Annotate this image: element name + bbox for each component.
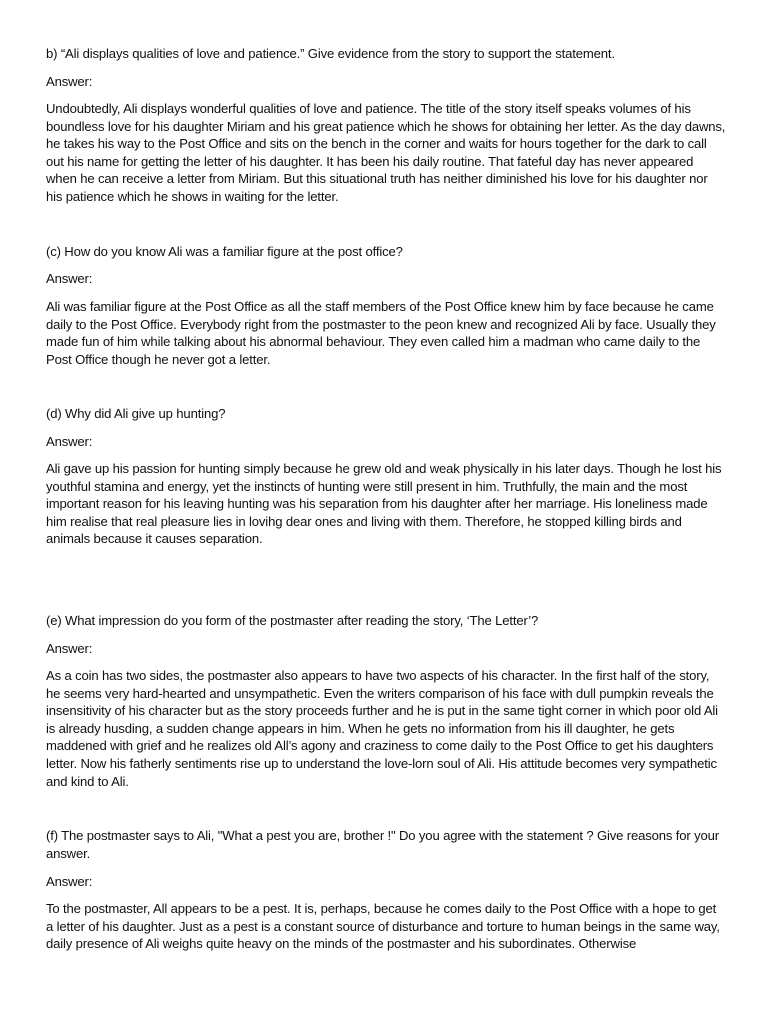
answer-label-f: Answer: — [46, 874, 93, 889]
question-b: b) “Ali displays qualities of love and patience.” Give evidence from the story to support the statement. — [46, 46, 615, 61]
answer-text-d: Ali gave up his passion for hunting simply because he grew old and weak physically in his later days. Though he lost his youthful stamina and energy, yet the instincts of hunting were still present in him. Truthfully, the main and the most important reason for his leaving hunting was his separation from his daughter after her marriage. His loneliness made him realise that real pleasure lies in lovihg dear ones and living with them. Therefore, he stopped killing birds and animals because it causes separation. — [46, 461, 722, 547]
answer-label-b: Answer: — [46, 74, 93, 89]
question-e: (e) What impression do you form of the postmaster after reading the story, ‘The Letter’? — [46, 613, 539, 628]
answer-text-c: Ali was familiar figure at the Post Office as all the staff members of the Post Office knew him by face because he came daily to the Post Office. Everybody right from the postmaster to the peon knew and recognized Ali by face. Usually they made fun of him while talking about his abnormal behaviour. They even called him a madman who came daily to the Post Office though he never got a letter. — [46, 299, 716, 367]
question-d: (d) Why did Ali give up hunting? — [46, 406, 226, 421]
answer-text-e: As a coin has two sides, the postmaster also appears to have two aspects of his character. In the first half of the story, he seems very hard-hearted and unsympathetic. Even the writers comparison of his face with dull pumpkin reveals the insensitivity of his character but as the story proceeds further and he is put in the same tight corner in which poor old Ali is already husding, a sudden change appears in him. When he gets no information from his ill daughter, he gets maddened with grief and he realizes old All’s agony and craziness to come daily to the Post Office to get his daughters letter. Now his fatherly sentiments rise up to understand the love-lorn soul of Ali. His attitude becomes very sympathetic and kind to Ali. — [46, 668, 718, 789]
answer-label-d: Answer: — [46, 434, 93, 449]
answer-text-f: To the postmaster, All appears to be a pest. It is, perhaps, because he comes daily to the Post Office with a hope to get a letter of his daughter. Just as a pest is a constant source of disturbance and torture to human beings in the same way, daily presence of Ali weighs quite heavy on the minds of the postmaster and his subordinates. Otherwise — [46, 901, 720, 952]
answer-text-b: Undoubtedly, Ali displays wonderful qualities of love and patience. The title of the story itself speaks volumes of his boundless love for his daughter Miriam and his great patience which he shows for obtaining her letter. As the day dawns, he takes his way to the Post Office and sits on the bench in the corner and waits for hours together for the dark to call out his name for getting the letter of his daughter. It has been his daily routine. That fateful day has never appeared when he can receive a letter from Miriam. But this situational truth has neither diminished his love for his daughter nor his patience which he shows in waiting for the letter. — [46, 101, 726, 204]
answer-label-e: Answer: — [46, 641, 93, 656]
question-c: (c) How do you know Ali was a familiar figure at the post office? — [46, 244, 403, 259]
question-f: (f) The postmaster says to Ali, "What a pest you are, brother !" Do you agree with the statement ? Give reasons for your answer. — [46, 828, 719, 861]
answer-label-c: Answer: — [46, 271, 93, 286]
